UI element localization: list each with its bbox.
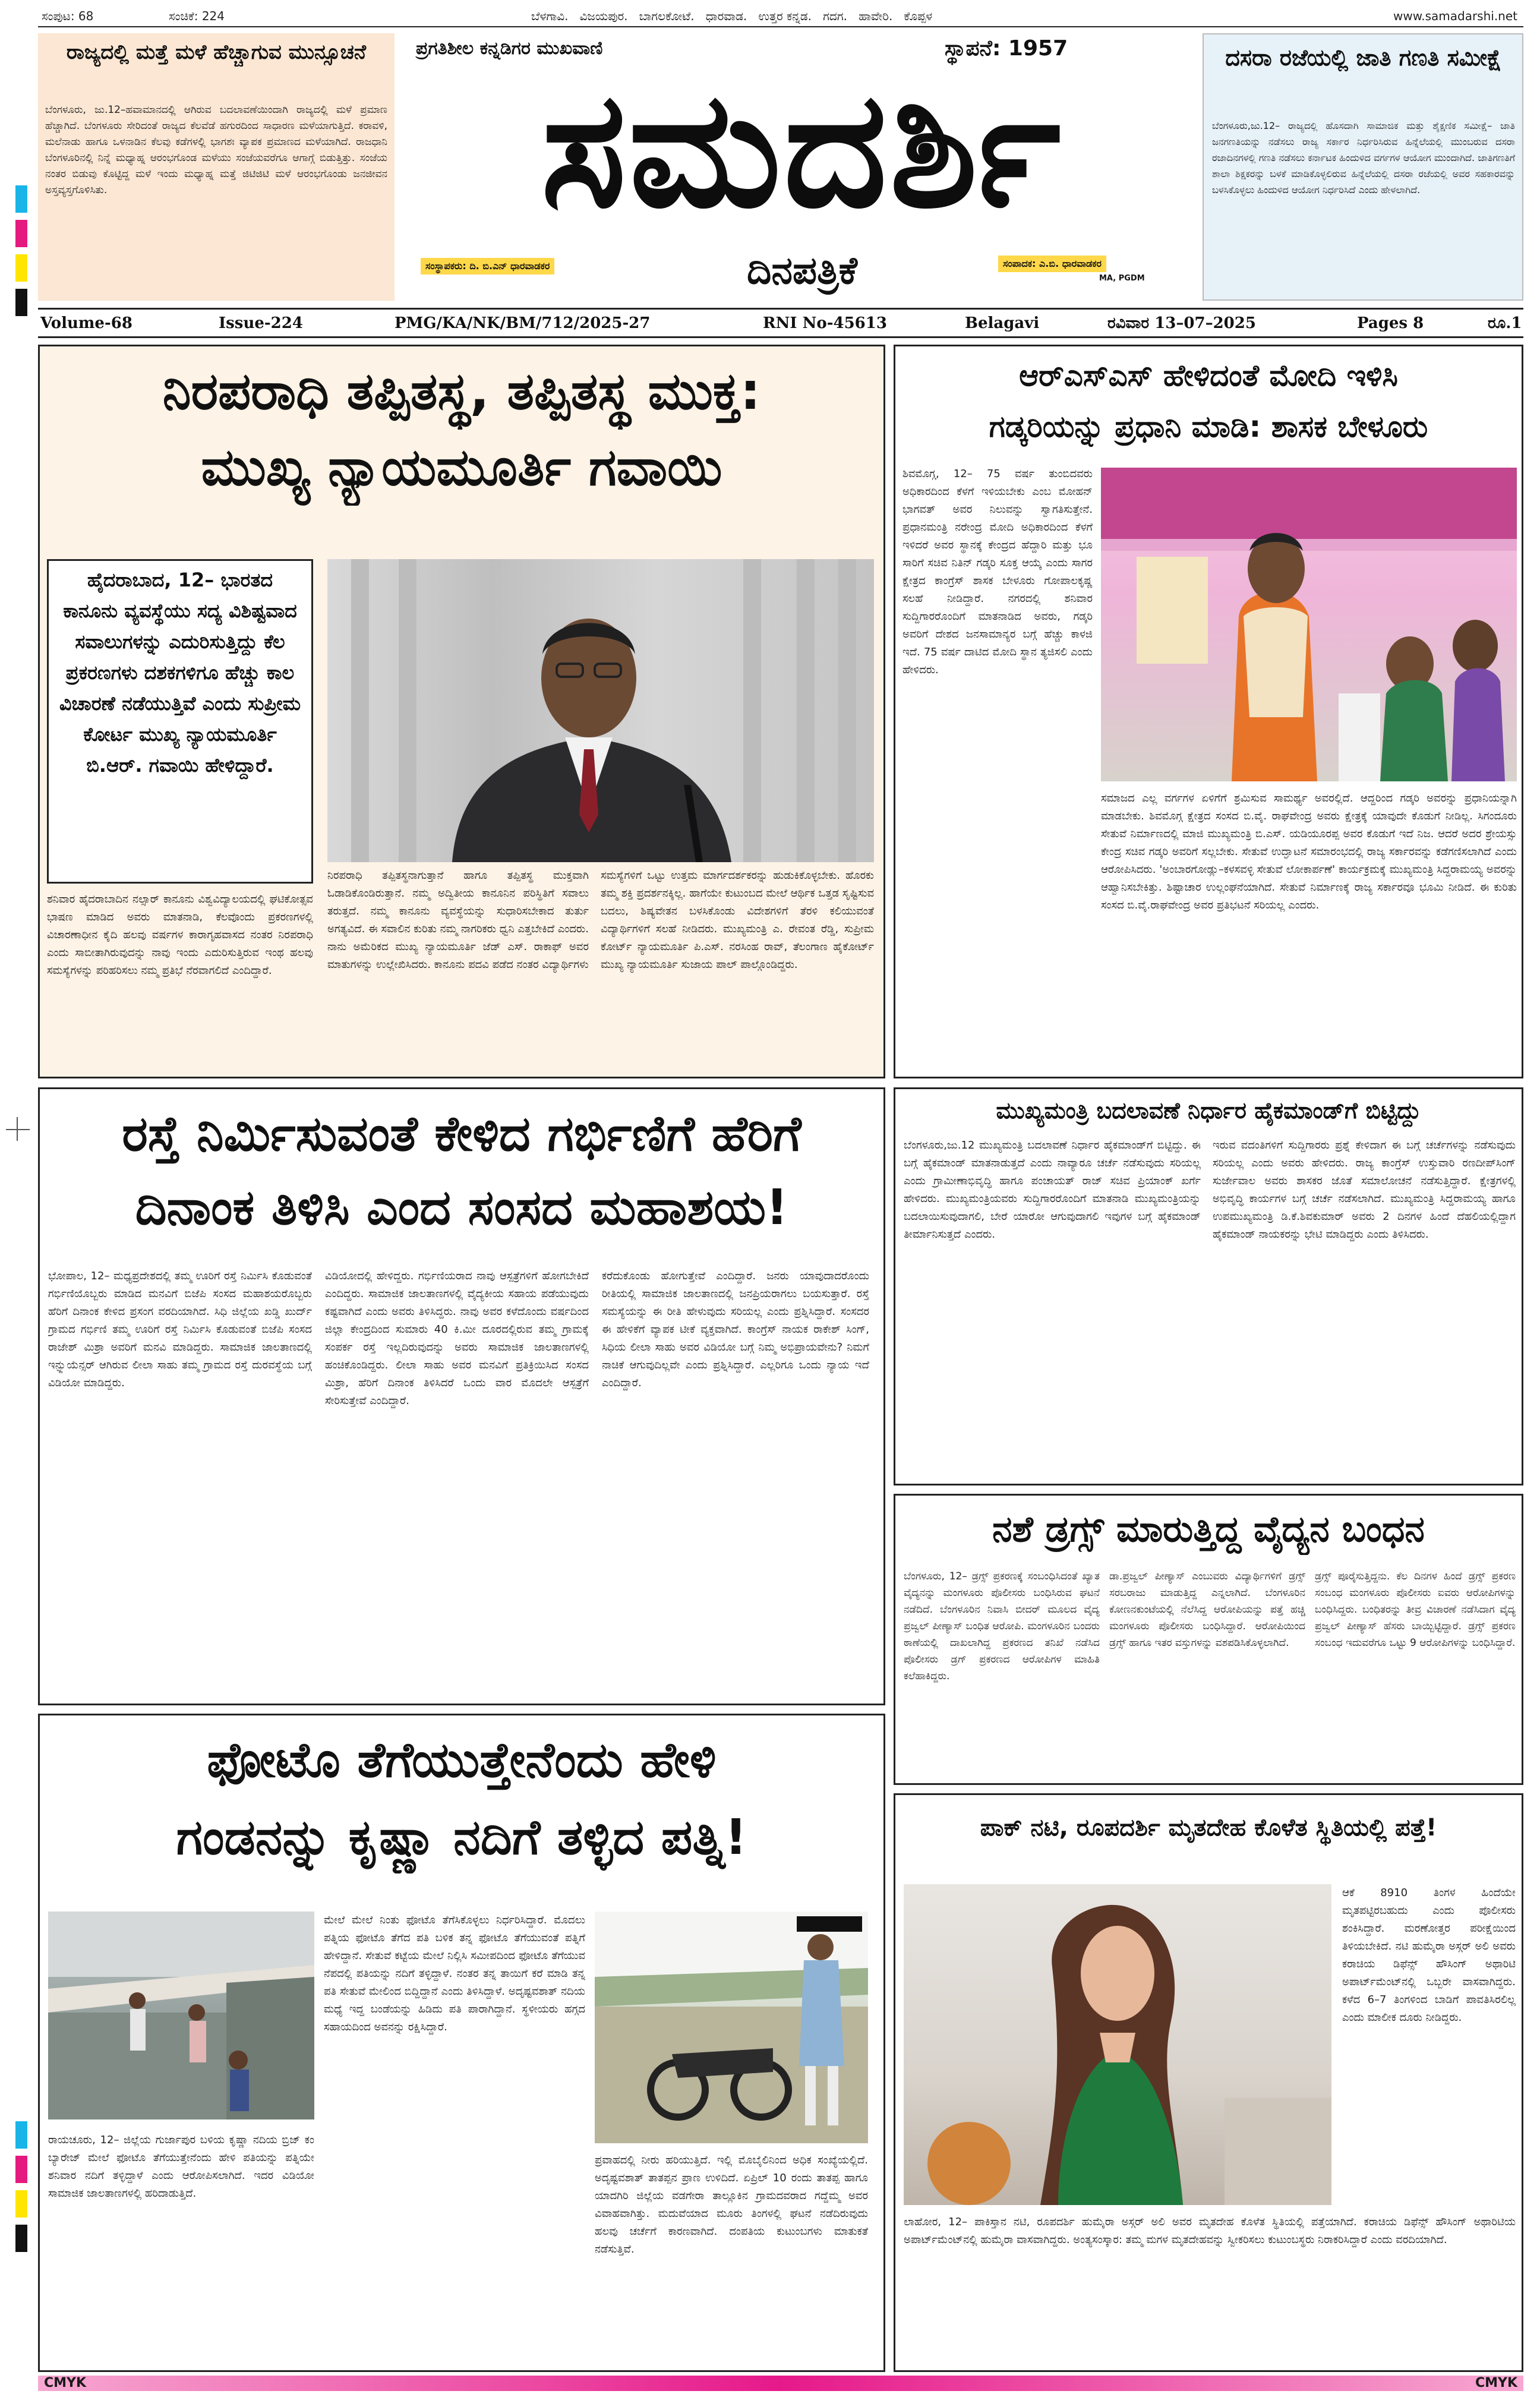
story-krishna-river [38, 1714, 885, 2372]
couple-bike-illustration [595, 1912, 868, 2143]
right-ear-box [1203, 33, 1523, 301]
story-cm-change [894, 1087, 1523, 1485]
color-bar-black-bottom [15, 2225, 27, 2252]
story-cji-body-left: ಶನಿವಾರ ಹೈದರಾಬಾದಿನ ನಲ್ಸಾರ್ ಕಾನೂನು ವಿಶ್ವವಿದ್ಯಾಲಯದಲ್ಲಿ ಘಟಿಕೋತ್ಸವ ಭಾಷಣ ಮಾಡಿದ ಅವರು ಮಾತನಾಡಿ, ಕೆಲವೊಂದು ಪ್ರಕರಣಗಳಲ್ಲಿ ವಿಚಾರಣಾಧೀನ ಕೈದಿ ಹಲವು ವರ್ಷಗಳ ಕಾರಾಗೃಹವಾಸದ ನಂತರ ನಿರಪರಾಧಿ ಎಂದು ಸಾಬೀತಾಗಿರುವುದನ್ನು ನಾವು ಇಂದು ಎದುರಿಸುತ್ತಿರುವ ಇಂಥ ಹಲವು ಸಮಸ್ಯೆಗಳನ್ನು ಪರಿಹರಿಸಲು ನಮ್ಮ ಪ್ರತಿಭೆ ನೆರವಾಗಲಿದೆ ಎಂದಿದ್ದಾರೆ. [47, 893, 313, 977]
event-stage-illustration [1101, 468, 1517, 781]
story-gadkari [894, 345, 1523, 1078]
left-ear-body: ಬೆಂಗಳೂರು, ಜು.12–ಹವಾಮಾನದಲ್ಲಿ ಆಗಿರುವ ಬದಲಾವಣೆಯಿಂದಾಗಿ ರಾಜ್ಯದಲ್ಲಿ ಮಳೆ ಪ್ರಮಾಣ ಹೆಚ್ಚಾಗಿದೆ. ಬೆಂಗಳೂರು ಸೇರಿದಂತೆ ರಾಜ್ಯದ ಕೆಲವೆಡೆ ಹಗುರದಿಂದ ಸಾಧಾರಣ ಮಳೆಯಾಗುತ್ತಿದೆ. ಕರಾವಳಿ, ಮಲೆನಾಡು ಹಾಗೂ ಒಳನಾಡಿನ ಕೆಲವು ಕಡೆಗಳಲ್ಲಿ ಭಾಗಶಃ ವ್ಯಾಪಕ ಪ್ರಮಾಣದ ಮಳೆಯಾಗಿದೆ. ರಾಜಧಾನಿ ಬೆಂಗಳೂರಿನಲ್ಲಿ ನಿನ್ನೆ ಮಧ್ಯಾಹ್ನ ಆರಂಭಗೊಂಡ ಮಳೆಯು ಸಂಜೆಯವರೆಗೂ ಆಗಾಗ್ಗೆ ಬಿಡುತ್ತಿತ್ತು. ಸಂಜೆಯ ನಂತರ ಬಿಡುವು ಕೊಟ್ಟಿದ್ದ ಮಳೆ ಇಂದು ಮಧ್ಯಾಹ್ನ ಮತ್ತೆ ಜಿಟಿಜಿಟಿ ಮಳೆ ಆರಂಭಗೊಂಡು ಜನಜೀವನ ಅಸ್ತವ್ಯಸ್ತಗೊಳಿಸಿತು. [45, 104, 387, 196]
story-cm-col-1: ಬೆಂಗಳೂರು,ಜು.12 ಮುಖ್ಯಮಂತ್ರಿ ಬದಲಾವಣೆ ನಿರ್ಧಾರ ಹೈಕಮಾಂಡ್‌ಗೆ ಬಿಟ್ಟಿದ್ದು. ಈ ಬಗ್ಗೆ ಹೈಕಮಾಂಡ್ ಮಾತನಾಡುತ್ತದೆ ಎಂದು ನಾವ್ಯಾರೂ ಚರ್ಚೆ ನಡೆಸುವುದು ಸರಿಯಲ್ಲ ಎಂದು ಗ್ರಾಮೀಣಾಭಿವೃದ್ಧಿ ಹಾಗೂ ಪಂಚಾಯತ್ ರಾಜ್ ಸಚಿವ ಪ್ರಿಯಾಂಕ್ ಖರ್ಗೆ ಹೇಳಿದರು. ಮುಖ್ಯಮಂತ್ರಿಯವರು ಸುದ್ದಿಗಾರರೊಂದಿಗೆ ಮಾತನಾಡಿ ಮುಖ್ಯಮಂತ್ರಿಯನ್ನು ಬದಲಾಯಿಸುವುದಾಗಲಿ, ಬೇರೆ ಯಾರೋ ಆಗುವುದಾಗಲಿ ಇವುಗಳ ಬಗ್ಗೆ ಹೈಕಮಾಂಡ್ ತೀರ್ಮಾನಿಸುತ್ತದೆ ಎಂದರು. [904, 1139, 1201, 1241]
story-gadkari-body-left: ಶಿವಮೊಗ್ಗ, 12– 75 ವರ್ಷ ತುಂಬಿದವರು ಅಧಿಕಾರದಿಂದ ಕೆಳಗೆ ಇಳಿಯಬೇಕು ಎಂಬ ಮೋಹನ್ ಭಾಗವತ್ ಅವರ ನಿಲುವನ್ನು ಸ್ವಾಗತಿಸುತ್ತೇನೆ. ಪ್ರಧಾನಮಂತ್ರಿ ನರೇಂದ್ರ ಮೋದಿ ಅಧಿಕಾರದಿಂದ ಕೆಳಗೆ ಇಳಿದರೆ ಅವರ ಸ್ಥಾನಕ್ಕೆ ಕೇಂದ್ರದ ಹೆದ್ದಾರಿ ಮತ್ತು ಭೂ ಸಾರಿಗೆ ಸಚಿವ ನಿತಿನ್ ಗಡ್ಕರಿ ಸೂಕ್ತ ಆಯ್ಕೆ ಎಂದು ಸಾಗರ ಕ್ಷೇತ್ರದ ಕಾಂಗ್ರೆಸ್ ಶಾಸಕ ಬೇಳೂರು ಗೋಪಾಲಕೃಷ್ಣ ಸಲಹೆ ನೀಡಿದ್ದಾರೆ. ನಗರದಲ್ಲಿ ಶನಿವಾರ ಸುದ್ದಿಗಾರರೊಂದಿಗೆ ಮಾತನಾಡಿದ ಅವರು, ಗಡ್ಕರಿ ಅವರಿಗೆ ದೇಶದ ಜನಸಾಮಾನ್ಯರ ಬಗ್ಗೆ ಹೆಚ್ಚು ಕಾಳಜಿ ಇದೆ. 75 ವರ್ಷ ದಾಟಿದ ಮೋದಿ ಸ್ಥಾನ ತ್ಯಜಿಸಲಿ ಎಂದು ಹೇಳಿದರು. [902, 468, 1093, 676]
story-mp-headline-1: ರಸ್ತೆ ನಿರ್ಮಿಸುವಂತೆ ಕೇಳಿದ ಗರ್ಭಿಣಿಗೆ ಹೆರಿಗೆ [122, 1106, 801, 1162]
story-mp-headline-2: ದಿನಾಂಕ ತಿಳಿಸಿ ಎಂದ ಸಂಸದ ಮಹಾಶಯ! [135, 1179, 788, 1236]
editor-label: ಸಂಪಾದಕ: ಎ.ಬಿ. ಧಾರವಾಡಕರ [998, 256, 1106, 272]
infobar-bottom-rule [38, 336, 1523, 338]
couple-bike-photo [595, 1912, 868, 2143]
story-gadkari-body-full: ಸಮಾಜದ ಎಲ್ಲ ವರ್ಗಗಳ ಏಳಿಗೆಗೆ ಶ್ರಮಿಸುವ ಸಾಮರ್ಥ್ಯ ಅವರಲ್ಲಿದೆ. ಆದ್ದರಿಂದ ಗಡ್ಕರಿ ಅವರನ್ನು ಪ್ರಧಾನಿಯನ್ನಾಗಿ ಮಾಡಬೇಕು. ಶಿವಮೊಗ್ಗ ಕ್ಷೇತ್ರದ ಸಂಸದ ಬಿ.ವೈ. ರಾಘವೇಂದ್ರ ಅವರು ಕ್ಷೇತ್ರಕ್ಕೆ ಯಾವುದೇ ಕೊಡುಗೆ ನೀಡಿಲ್ಲ. ಸಿಗಂದೂರು ಸೇತುವೆ ನಿರ್ಮಾಣದಲ್ಲಿ ಮಾಜಿ ಮುಖ್ಯಮಂತ್ರಿ ಬಿ.ಎಸ್. ಯಡಿಯೂರಪ್ಪ ಅವರ ಕೊಡುಗೆ ಇದೆ ನಿಜ. ಆದರೆ ಅದರ ಶ್ರೇಯಸ್ಸು ಕೇಂದ್ರ ಸಚಿವ ಗಡ್ಕರಿ ಅವರಿಗೆ ಸಲ್ಲಬೇಕು. ಸೇತುವೆ ಉದ್ಘಾಟನೆ ಸಮಾರಂಭದಲ್ಲಿ ರಾಜ್ಯ ಸರ್ಕಾರವನ್ನು ಕಡೆಗಣಿಸಲಾಗಿದೆ ಎಂದು ಆರೋಪಿಸಿದರು. 'ಅಂಬಾರಗೋಡ್ಲು–ಕಳಸವಳ್ಳಿ ಸೇತುವೆ ಲೋಕಾರ್ಪಣೆ' ಕಾರ್ಯಕ್ರಮಕ್ಕೆ ಮುಖ್ಯಮಂತ್ರಿ ಸಿದ್ದರಾಮಯ್ಯ ಅವರನ್ನು ಆಹ್ವಾನಿಸಬೇಕಿತ್ತು. ಶಿಷ್ಟಾಚಾರ ಉಲ್ಲಂಘನೆಯಾಗಿದೆ. ಸೇತುವೆ ನಿರ್ಮಾಣಕ್ಕೆ ರಾಜ್ಯ ಸರ್ಕಾರವೂ ಭೂಮಿ ನೀಡಿದೆ. ಈ ಕುರಿತು ಸಂಸದ ಬಿ.ವೈ.ರಾಘವೇಂದ್ರ ಅವರ ಪ್ರತಿಭಟನೆ ಸರಿಯಲ್ಲ ಎಂದರು. [1101, 792, 1517, 911]
paper-subtitle: ದಿನಪತ್ರಿಕೆ [747, 249, 857, 293]
info-bar [38, 310, 1523, 336]
story-river-headline-1: ಫೋಟೊ ತೆಗೆಯುತ್ತೇನೆಂದು ಹೇಳಿ [207, 1732, 717, 1789]
issue-number: Issue-224 [219, 314, 303, 332]
website-link[interactable]: www.samadarshi.net [1393, 9, 1517, 23]
story-cji-headline-1: ನಿರಪರಾಧಿ ತಪ್ಪಿತಸ್ಥ, ತಪ್ಪಿತಸ್ಥ ಮುಕ್ತ: [162, 362, 761, 421]
infobar-top-rule [38, 308, 1523, 310]
top-strip [38, 6, 1523, 26]
masthead-tagline: ಪ್ರಗತಿಶೀಲ ಕನ್ನಡಿಗರ ಮುಖವಾಣಿ [416, 38, 603, 59]
top-rule [38, 26, 1523, 27]
story-cji-headline-2: ಮುಖ್ಯ ನ್ಯಾಯಮೂರ್ತಿ ಗವಾಯಿ [201, 438, 722, 497]
story-cji-body-mid: ನಿರಪರಾಧಿ ತಪ್ಪಿತಸ್ಥನಾಗುತ್ತಾನೆ ಹಾಗೂ ತಪ್ಪಿತಸ್ಥ ಮುಕ್ತವಾಗಿ ಓಡಾಡಿಕೊಂಡಿರುತ್ತಾನೆ. ನಮ್ಮ ಅದ್ವಿತೀಯ ಕಾನೂನಿನ ಪರಿಸ್ಥಿತಿಗೆ ಸವಾಲು ತರುತ್ತದೆ. ನಮ್ಮ ಕಾನೂನು ವ್ಯವಸ್ಥೆಯನ್ನು ಸುಧಾರಿಸಬೇಕಾದ ತುರ್ತು ಅಗತ್ಯವಿದೆ. ಈ ಸವಾಲಿನ ಕುರಿತು ನಮ್ಮ ನಾಗರಿಕರು ಧ್ವನಿ ಎತ್ತಬೇಕಿದೆ ಎಂದರು. ನಾನು ಅಮೆರಿಕದ ಮುಖ್ಯ ನ್ಯಾಯಮೂರ್ತಿ ಜೆಡ್ ಎಸ್. ರಾಕಾಫ್ ಅವರ ಮಾತುಗಳನ್ನು ಉಲ್ಲೇಖಿಸಿದರು. ಕಾನೂನು ಪದವಿ ಪಡೆದ ನಂತರ ವಿದ್ಯಾರ್ಥಿಗಳು [327, 869, 589, 971]
color-bar-black-top [15, 289, 27, 316]
story-actress-body: ಲಾಹೋರ, 12– ಪಾಕಿಸ್ತಾನ ನಟಿ, ರೂಪದರ್ಶಿ ಹುಮೈರಾ ಅಸ್ಗರ್ ಅಲಿ ಅವರ ಮೃತದೇಹ ಕೊಳೆತ ಸ್ಥಿತಿಯಲ್ಲಿ ಪತ್ತೆಯಾಗಿದೆ. ಕರಾಚಿಯ ಡಿಫೆನ್ಸ್ ಹೌಸಿಂಗ್ ಅಥಾರಿಟಿಯ ಅಪಾರ್ಟ್‌ಮೆಂಟ್‌ನಲ್ಲಿ ಹುಮೈರಾ ವಾಸವಾಗಿದ್ದರು. ಅಂತ್ಯಸಂಸ್ಕಾರ: ತಮ್ಮ ಮಗಳ ಮೃತದೇಹವನ್ನು ಸ್ವೀಕರಿಸಲು ಕುಟುಂಬಸ್ಥರು ನಿರಾಕರಿಸಿದ್ದಾರೆ ಎಂದು ವರದಿಯಾಗಿದೆ. [904, 2216, 1516, 2246]
date-label: ರವಿವಾರ 13–07–2025 [1107, 314, 1256, 332]
city-label: Belagavi [965, 314, 1040, 332]
story-drug-col-1: ಬೆಂಗಳೂರು, 12– ಡ್ರಗ್ಸ್ ಪ್ರಕರಣಕ್ಕೆ ಸಂಬಂಧಿಸಿದಂತೆ ಖ್ಯಾತ ವೈದ್ಯನನ್ನು ಮಂಗಳೂರು ಪೊಲೀಸರು ಬಂಧಿಸಿರುವ ಘಟನೆ ನಡೆದಿದೆ. ಬೆಂಗಳೂರಿನ ನಿವಾಸಿ ಬೀದರ್ ಮೂಲದ ವೈದ್ಯ ಪ್ರಜ್ವಲ್ ಪೀಣ್ಯಾಸ್ ಬಂಧಿತ ಆರೋಪಿ. ಮಂಗಳೂರಿನ ಬಂದರು ಠಾಣೆಯಲ್ಲಿ ದಾಖಲಾಗಿದ್ದ ಪ್ರಕರಣದ ತನಿಖೆ ನಡೆಸಿದ ಪೊಲೀಸರು ಡ್ರಗ್ ಪ್ರಕರಣದ ಆರೋಪಿಗಳ ಮಾಹಿತಿ ಕಲೆಹಾಕಿದ್ದರು. [904, 1570, 1100, 1682]
justice-gavai-illustration [327, 559, 874, 862]
footer-strip [38, 2376, 1523, 2391]
established-year: ಸ್ಥಾಪನೆ: 1957 [945, 36, 1068, 61]
story-cji-gavai [38, 345, 885, 1078]
registration-number: PMG/KA/NK/BM/712/2025-27 [395, 314, 651, 332]
story-mp-road [38, 1087, 885, 1705]
right-ear-headline: ದಸರಾ ರಜೆಯಲ್ಲಿ ಜಾತಿ ಗಣತಿ ಸಮೀಕ್ಷೆ [1225, 45, 1502, 71]
volume-label: ಸಂಪುಟ: 68 [42, 9, 94, 23]
cmyk-label-left: CMYK [44, 2376, 87, 2390]
actress-illustration [904, 1884, 1331, 2205]
story-mp-col-3: ಕರೆದುಕೊಂಡು ಹೋಗುತ್ತೇವೆ ಎಂದಿದ್ದಾರೆ. ಜನರು ಯಾವುದಾದರೊಂದು ರೀತಿಯಲ್ಲಿ ಸಾಮಾಜಿಕ ಜಾಲತಾಣದಲ್ಲಿ ಜನಪ್ರಿಯರಾಗಲು ಬಯಸುತ್ತಾರೆ. ರಸ್ತೆ ಸಮಸ್ಯೆಯನ್ನು ಈ ರೀತಿ ಹೇಳುವುದು ಸರಿಯಲ್ಲ ಎಂದು ಪ್ರಶ್ನಿಸಿದ್ದಾರೆ. ಸಂಸದರ ಈ ಹೇಳಿಕೆಗೆ ವ್ಯಾಪಕ ಟೀಕೆ ವ್ಯಕ್ತವಾಗಿದೆ. ಕಾಂಗ್ರೆಸ್ ನಾಯಕ ರಾಕೇಶ್ ಸಿಂಗ್, ಸಿಧಿಯ ಲೀಲಾ ಸಾಹು ಅವರ ವಿಡಿಯೋ ಬಗ್ಗೆ ನಿಮ್ಮ ಅಭಿಪ್ರಾಯವೇನು? ನಿಮಗೆ ನಾಚಿಕೆ ಆಗುವುದಿಲ್ಲವೇ ಎಂದು ಪ್ರಶ್ನಿಸಿದ್ದಾರೆ. ಎಲ್ಲರಿಗೂ ಒಂದು ನ್ಯಾಯ ಇದೆ ಎಂದಿದ್ದಾರೆ. [602, 1270, 869, 1389]
story-actress-headline: ಪಾಕ್ ನಟಿ, ರೂಪದರ್ಶಿ ಮೃತದೇಹ ಕೊಳೆತ ಸ್ಥಿತಿಯಲ್ಲಿ ಪತ್ತೆ! [980, 1814, 1437, 1841]
crop-mark-vertical [17, 1117, 18, 1141]
story-gadkari-headline-1: ಆರ್‌ಎಸ್‌ಎಸ್ ಹೇಳಿದಂತೆ ಮೋದಿ ಇಳಿಸಿ [1019, 358, 1398, 393]
volume-number: Volume-68 [40, 314, 132, 332]
story-river-headline-2: ಗಂಡನನ್ನು ಕೃಷ್ಣಾ ನದಿಗೆ ತಳ್ಳಿದ ಪತ್ನಿ! [176, 1809, 747, 1866]
color-bar-cyan-bottom [15, 2121, 27, 2149]
founder-label: ಸಂಸ್ಥಾಪಕರು: ದಿ. ಬಿ.ಎನ್ ಧಾರವಾಡಕರ [421, 258, 554, 275]
story-cji-lead-box [47, 559, 313, 884]
bridge-push-photo [48, 1912, 314, 2119]
story-mp-col-1: ಭೋಪಾಲ, 12– ಮಧ್ಯಪ್ರದೇಶದಲ್ಲಿ ತಮ್ಮ ಊರಿಗೆ ರಸ್ತೆ ನಿರ್ಮಿಸಿ ಕೊಡುವಂತೆ ಗರ್ಭಿಣಿಯೊಬ್ಬರು ಮಾಡಿದ ಮನವಿಗೆ ಬಿಜೆಪಿ ಸಂಸದ ಮಹಾಶಯರೊಬ್ಬರು ಹೆರಿಗೆ ದಿನಾಂಕ ಕೇಳಿದ ಪ್ರಸಂಗ ವರದಿಯಾಗಿದೆ. ಸಿಧಿ ಜಿಲ್ಲೆಯ ಖಡ್ಡಿ ಖುರ್ದ್ ಗ್ರಾಮದ ಗರ್ಭಿಣಿ ತಮ್ಮ ಊರಿಗೆ ರಸ್ತೆ ನಿರ್ಮಿಸಿ ಕೊಡುವಂತೆ ಬಿಜೆಪಿ ಸಂಸದ ರಾಜೇಶ್ ಮಿಶ್ರಾ ಅವರಿಗೆ ಮನವಿ ಮಾಡಿದ್ದರು. ಸಾಮಾಜಿಕ ಜಾಲತಾಣದಲ್ಲಿ ಇನ್ಫ್ಲುಯೆನ್ಸರ್ ಆಗಿರುವ ಲೀಲಾ ಸಾಹು ತಮ್ಮ ಗ್ರಾಮದ ರಸ್ತೆ ದುರವಸ್ಥೆಯ ಬಗ್ಗೆ ವಿಡಿಯೋ ಮಾಡಿದ್ದರು. [48, 1270, 312, 1389]
story-river-col-right: ಪ್ರವಾಹದಲ್ಲಿ ನೀರು ಹರಿಯುತ್ತಿದೆ. ಇಲ್ಲಿ ಮೊಬೈಲಿನಿಂದ ಅಧಿಕ ಸಂಖ್ಯೆಯಲ್ಲಿದೆ. ಅದೃಷ್ಟವಶಾತ್ ತಾತಪ್ಪನ ಪ್ರಾಣ ಉಳಿದಿದೆ. ಏಪ್ರಿಲ್ 10 ರಂದು ತಾತಪ್ಪ ಹಾಗೂ ಯಾದಗಿರಿ ಜಿಲ್ಲೆಯ ವಡಗೇರಾ ತಾಲ್ಲೂಕಿನ ಗ್ರಾಮದವರಾದ ಗದ್ದೆಮ್ಮ ಅವರ ವಿವಾಹವಾಗಿತ್ತು. ಮದುವೆಯಾದ ಮೂರು ತಿಂಗಳಲ್ಲಿ ಘಟನೆ ನಡೆದಿರುವುದು ಹಲವು ಚರ್ಚೆಗೆ ಕಾರಣವಾಗಿದೆ. ದಂಪತಿಯ ಕುಟುಂಬಗಳು ಮಾತುಕತೆ ನಡೆಸುತ್ತಿವೆ. [595, 2154, 868, 2256]
story-cm-headline: ಮುಖ್ಯಮಂತ್ರಿ ಬದಲಾವಣೆ ನಿರ್ಧಾರ ಹೈಕಮಾಂಡ್‌ಗೆ ಬಿಟ್ಟಿದ್ದು [996, 1097, 1421, 1124]
color-bar-yellow-top [15, 254, 27, 282]
story-mp-col-2: ವಿಡಿಯೋದಲ್ಲಿ ಹೇಳಿದ್ದರು. ಗರ್ಭಿಣಿಯರಾದ ನಾವು ಆಸ್ಪತ್ರೆಗಳಿಗೆ ಹೋಗಬೇಕಿದೆ ಎಂದಿದ್ದರು. ಸಾಮಾಜಿಕ ಜಾಲತಾಣಗಳಲ್ಲಿ ವೈದ್ಯಕೀಯ ಸಹಾಯ ಪಡೆಯುವುದು ಕಷ್ಟವಾಗಿದೆ ಎಂದು ಅವರು ತಿಳಿಸಿದ್ದರು. ನಾವು ಅವರ ಕಳೆದೊಂದು ವರ್ಷದಿಂದ ಜಿಲ್ಲಾ ಕೇಂದ್ರದಿಂದ ಸುಮಾರು 40 ಕಿ.ಮೀ ದೂರದಲ್ಲಿರುವ ತಮ್ಮ ಗ್ರಾಮಕ್ಕೆ ಸಂಪರ್ಕ ರಸ್ತೆ ಇಲ್ಲದಿರುವುದನ್ನು ಅವರು ಸಾಮಾಜಿಕ ಜಾಲತಾಣಗಳಲ್ಲಿ ಹಂಚಿಕೊಂಡಿದ್ದರು. ಲೀಲಾ ಸಾಹು ಅವರ ಮನವಿಗೆ ಪ್ರತಿಕ್ರಿಯಿಸಿದ ಸಂಸದ ಮಿಶ್ರಾ, ಹೆರಿಗೆ ದಿನಾಂಕ ತಿಳಿಸಿದರೆ ಒಂದು ವಾರ ಮೊದಲೇ ಆಸ್ಪತ್ರೆಗೆ ಸೇರಿಸುತ್ತೇವೆ ಎಂದಿದ್ದಾರೆ. [325, 1270, 589, 1407]
paper-title: ಸಮದರ್ಶಿ [541, 56, 1064, 243]
left-ear-headline: ರಾಜ್ಯದಲ್ಲಿ ಮತ್ತೆ ಮಳೆ ಹೆಚ್ಚಾಗುವ ಮುನ್ಸೂಚನೆ [66, 40, 367, 64]
story-drug-col-2: ಡಾ.ಪ್ರಜ್ವಲ್ ಪೀಣ್ಯಾಸ್ ಎಂಬುವರು ವಿದ್ಯಾರ್ಥಿಗಳಿಗೆ ಡ್ರಗ್ಸ್ ಸರಬರಾಜು ಮಾಡುತ್ತಿದ್ದ ಎನ್ನಲಾಗಿದೆ. ಬೆಂಗಳೂರಿನ ಕೋಣನಕುಂಟೆಯಲ್ಲಿ ನೆಲೆಸಿದ್ದ ಆರೋಪಿಯನ್ನು ಪತ್ತೆ ಹಚ್ಚಿ ಮಂಗಳೂರು ಪೊಲೀಸರು ಬಂಧಿಸಿದ್ದಾರೆ. ಆರೋಪಿಯಿಂದ ಡ್ರಗ್ಸ್ ಹಾಗೂ ಇತರ ವಸ್ತುಗಳನ್ನು ವಶಪಡಿಸಿಕೊಳ್ಳಲಾಗಿದೆ. [1109, 1570, 1305, 1649]
color-bar-yellow-bottom [15, 2190, 27, 2218]
editor-degree: MA, PGDM [1099, 274, 1145, 283]
story-drug-col-3: ಡ್ರಗ್ಸ್ ಪೂರೈಸುತ್ತಿದ್ದನು. ಕೆಲ ದಿನಗಳ ಹಿಂದೆ ಡ್ರಗ್ಸ್ ಪ್ರಕರಣ ಸಂಬಂಧ ಮಂಗಳೂರು ಪೊಲೀಸರು ಐವರು ಆರೋಪಿಗಳನ್ನು ಬಂಧಿಸಿದ್ದರು. ಬಂಧಿತರನ್ನು ತೀವ್ರ ವಿಚಾರಣೆ ನಡೆಸಿದಾಗ ವೈದ್ಯ ಪ್ರಜ್ವಲ್ ಪೀಣ್ಯಾಸ್ ಹೆಸರು ಬಾಯ್ಬಿಟ್ಟಿದ್ದಾರೆ. ಡ್ರಗ್ಸ್ ಪ್ರಕರಣ ಸಂಬಂಧ ಇದುವರೆಗೂ ಒಟ್ಟು 9 ಆರೋಪಿಗಳನ್ನು ಬಂಧಿಸಿದ್ದಾರೆ. [1315, 1570, 1516, 1649]
color-bar-magenta-top [15, 220, 27, 247]
gopalakrishna-photo [1101, 468, 1517, 781]
story-cji-lead: ಹೈದರಾಬಾದ, 12– ಭಾರತದ ಕಾನೂನು ವ್ಯವಸ್ಥೆಯು ಸದ್ಯ ವಿಶಿಷ್ಟವಾದ ಸವಾಲುಗಳನ್ನು ಎದುರಿಸುತ್ತಿದ್ದು ಕೆಲ ಪ್ರಕರಣಗಳು ದಶಕಗಳಿಗೂ ಹೆಚ್ಚು ಕಾಲ ವಿಚಾರಣೆ ನಡೆಯುತ್ತಿವೆ ಎಂದು ಸುಪ್ರೀಮ ಕೋರ್ಟ ಮುಖ್ಯ ನ್ಯಾಯಮೂರ್ತಿ ಬಿ.ಆರ್. ಗವಾಯಿ ಹೇಳಿದ್ದಾರೆ. [59, 569, 301, 777]
story-drug-headline: ನಶೆ ಡ್ರಗ್ಸ್ ಮಾರುತ್ತಿದ್ದ ವೈದ್ಯನ ಬಂಧನ [992, 1509, 1425, 1550]
actress-photo [904, 1884, 1331, 2205]
district-list: ಬೆಳಗಾವಿ. ವಿಜಯಪುರ. ಬಾಗಲಕೋಟೆ. ಧಾರವಾಡ. ಉತ್ತರ ಕನ್ನಡ. ಗದಗ. ಹಾವೇರಿ. ಕೊಪ್ಪಳ [531, 9, 933, 23]
story-cji-body-right: ಸಮಸ್ಯೆಗಳಿಗೆ ಒಟ್ಟು ಉತ್ತಮ ಮಾರ್ಗದರ್ಶಕರನ್ನು ಹುಡುಕಿಕೊಳ್ಳಬೇಕು. ಹೊರಕು ತಮ್ಮ ಶಕ್ತಿ ಪ್ರದರ್ಶನಕ್ಕಿಲ್ಲ. ಹಾಗೆಯೇ ಕುಟುಂಬದ ಮೇಲೆ ಆರ್ಥಿಕ ಒತ್ತಡ ಸೃಷ್ಟಿಸುವ ಬದಲು, ಶಿಷ್ಯವೇತನ ಬಳಸಿಕೊಂಡು ವಿದೇಶಗಳಿಗೆ ತೆರಳಿ ಕಲಿಯುವಂತೆ ವಿದ್ಯಾರ್ಥಿಗಳಿಗೆ ಸಲಹೆ ನೀಡಿದರು. ಮುಖ್ಯಮಂತ್ರಿ ಎ. ರೇವಂತ ರೆಡ್ಡಿ, ಸುಪ್ರೀಮ ಕೋರ್ಟ್ ನ್ಯಾಯಮೂರ್ತಿ ಪಿ.ಎಸ್. ನರಸಿಂಹ ರಾವ್, ತೆಲಂಗಾಣ ಹೈಕೋರ್ಟ್ ಮುಖ್ಯ ನ್ಯಾಯಮೂರ್ತಿ ಸುಜಾಯ ಪಾಲ್ ಪಾಲ್ಗೊಂಡಿದ್ದರು. [601, 869, 874, 971]
story-river-col-left: ರಾಯಚೂರು, 12– ಜಿಲ್ಲೆಯ ಗುರ್ಜಾಪುರ ಬಳಿಯ ಕೃಷ್ಣಾ ನದಿಯ ಬ್ರಿಜ್ ಕಂ ಬ್ಯಾರೇಜ್ ಮೇಲೆ ಫೋಟೊ ತೆಗೆಯುತ್ತೇನೆಂದು ಹೇಳಿ ಪತಿಯನ್ನು ಪತ್ನಿಯೇ ಶನಿವಾರ ನದಿಗೆ ತಳ್ಳಿದ್ದಾಳೆ ಎಂದು ಆರೋಪಿಸಲಾಗಿದೆ. ಇದರ ವಿಡಿಯೋ ಸಾಮಾಜಿಕ ಜಾಲತಾಣಗಳಲ್ಲಿ ಹರಿದಾಡುತ್ತಿದೆ. [48, 2134, 314, 2200]
story-drug-doctor [894, 1494, 1523, 1785]
pages-count: Pages 8 [1357, 314, 1424, 332]
justice-gavai-photo [327, 559, 874, 862]
issue-label: ಸಂಚಿಕೆ: 224 [169, 9, 225, 23]
masthead [404, 33, 1200, 301]
left-ear-box [38, 33, 395, 301]
rni-number: RNI No-45613 [763, 314, 887, 332]
cmyk-label-right: CMYK [1475, 2376, 1517, 2390]
story-river-col-mid: ಮೇಲೆ ಮೇಲೆ ನಿಂತು ಫೋಟೊ ತೆಗೆಸಿಕೊಳ್ಳಲು ನಿರ್ಧರಿಸಿದ್ದಾರೆ. ಮೊದಲು ಪತ್ನಿಯ ಫೋಟೊ ತೆಗೆದ ಪತಿ ಬಳಿಕ ತನ್ನ ಫೋಟೊ ತೆಗೆಯುವಂತೆ ಪತ್ನಿಗೆ ಹೇಳಿದ್ದಾನೆ. ಸೇತುವೆ ಕಟ್ಟೆಯ ಮೇಲೆ ನಿಲ್ಲಿಸಿ ಸಮೀಪದಿಂದ ಫೋಟೊ ತೆಗೆಯುವ ನೆಪದಲ್ಲಿ ಪತಿಯನ್ನು ನದಿಗೆ ತಳ್ಳಿದ್ದಾಳೆ. ನಂತರ ತನ್ನ ತಾಯಿಗೆ ಕರೆ ಮಾಡಿ ತನ್ನ ಪತಿ ಸೇತುವೆ ಮೇಲಿಂದ ಬಿದ್ದಿದ್ದಾನೆ ಎಂದು ತಿಳಿಸಿದ್ದಾಳೆ. ಅದೃಷ್ಟವಶಾತ್ ನದಿಯ ಮಧ್ಯೆ ಇದ್ದ ಬಂಡೆಯನ್ನು ಹಿಡಿದು ಪತಿ ಪಾರಾಗಿದ್ದಾನೆ. ಸ್ಥಳೀಯರು ಹಗ್ಗದ ಸಹಾಯದಿಂದ ಅವನನ್ನು ರಕ್ಷಿಸಿದ್ದಾರೆ. [324, 1914, 585, 2033]
bridge-scene-illustration [48, 1912, 314, 2119]
story-pak-actress [894, 1793, 1523, 2372]
color-bar-cyan-top [15, 185, 27, 213]
right-ear-body: ಬೆಂಗಳೂರು,ಜು.12– ರಾಜ್ಯದಲ್ಲಿ ಹೊಸದಾಗಿ ಸಾಮಾಜಿಕ ಮತ್ತು ಶೈಕ್ಷಣಿಕ ಸಮೀಕ್ಷೆ– ಜಾತಿ ಜನಗಣತಿಯನ್ನು ನಡೆಸಲು ರಾಜ್ಯ ಸರ್ಕಾರ ನಿರ್ಧರಿಸಿರುವ ಹಿನ್ನೆಲೆಯಲ್ಲಿ ಮುಂಬರುವ ದಸರಾ ರಜಾದಿನಗಳಲ್ಲಿ ಗಣತಿ ನಡೆಸಲು ಕರ್ನಾಟಕ ಹಿಂದುಳಿದ ವರ್ಗಗಳ ಆಯೋಗ ಮುಂದಾಗಿದೆ. ಜಾತಿಗಣತಿಗೆ ಶಾಲಾ ಶಿಕ್ಷಕರನ್ನು ಬಳಕೆ ಮಾಡಿಕೊಳ್ಳಲಿರುವ ಹಿನ್ನೆಲೆಯಲ್ಲಿ ದಸರಾ ರಜೆಯಲ್ಲಿ ಅವರ ಸಹಕಾರವನ್ನು ಬಳಸಿಕೊಳ್ಳಲು ಹಿಂದುಳಿದ ಆಯೋಗ ನಿರ್ಧರಿಸಿದೆ ಎಂದು ಹೇಳಲಾಗಿದೆ. [1212, 120, 1515, 195]
face-redaction-bar [797, 1916, 862, 1932]
story-actress-col-right: ಆಕೆ 8910 ತಿಂಗಳ ಹಿಂದೆಯೇ ಮೃತಪಟ್ಟಿರಬಹುದು ಎಂದು ಪೊಲೀಸರು ಶಂಕಿಸಿದ್ದಾರೆ. ಮರಣೋತ್ತರ ಪರೀಕ್ಷೆಯಿಂದ ತಿಳಿಯಬೇಕಿದೆ. ನಟಿ ಹುಮೈರಾ ಅಸ್ಗರ್ ಅಲಿ ಅವರು ಕರಾಚಿಯ ಡಿಫೆನ್ಸ್ ಹೌಸಿಂಗ್ ಅಥಾರಿಟಿ ಅಪಾರ್ಟ್‌ಮೆಂಟ್‌ನಲ್ಲಿ ಒಬ್ಬರೇ ವಾಸವಾಗಿದ್ದರು. ಕಳೆದ 6–7 ತಿಂಗಳಿಂದ ಬಾಡಿಗೆ ಪಾವತಿಸಿರಲಿಲ್ಲ ಎಂದು ಮಾಲೀಕ ದೂರು ನೀಡಿದ್ದರು. [1342, 1887, 1516, 2024]
price-label: ರೂ.1 [1488, 314, 1522, 332]
story-cm-col-2: ಇರುವ ವದಂತಿಗಳಿಗೆ ಸುದ್ದಿಗಾರರು ಪ್ರಶ್ನೆ ಕೇಳಿದಾಗ ಈ ಬಗ್ಗೆ ಚರ್ಚೆಗಳನ್ನು ನಡೆಸುವುದು ಸರಿಯಲ್ಲ ಎಂದು ಅವರು ಹೇಳಿದರು. ರಾಜ್ಯ ಕಾಂಗ್ರೆಸ್ ಉಸ್ತುವಾರಿ ರಣದೀಪ್‌ಸಿಂಗ್ ಸುರ್ಜೇವಾಲ ಅವರು ಶಾಸಕರ ಜೊತೆ ಸಮಾಲೋಚನೆ ನಡೆಸುತ್ತಿದ್ದಾರೆ. ಕ್ಷೇತ್ರಗಳಲ್ಲಿ ಅಭಿವೃದ್ಧಿ ಕಾರ್ಯಗಳ ಬಗ್ಗೆ ಚರ್ಚೆ ನಡೆಸಲಾಗಿದೆ. ಮುಖ್ಯಮಂತ್ರಿ ಸಿದ್ದರಾಮಯ್ಯ ಹಾಗೂ ಉಪಮುಖ್ಯಮಂತ್ರಿ ಡಿ.ಕೆ.ಶಿವಕುಮಾರ್ ಅವರು 2 ದಿನಗಳ ಹಿಂದೆ ದೆಹಲಿಯಲ್ಲಿದ್ದಾಗ ಹೈಕಮಾಂಡ್ ನಾಯಕರನ್ನು ಭೇಟಿ ಮಾಡಿದ್ದರು ಎಂದು ತಿಳಿಸಿದರು. [1213, 1139, 1516, 1241]
color-bar-magenta-bottom [15, 2156, 27, 2183]
crop-mark [6, 1129, 30, 1130]
story-gadkari-headline-2: ಗಡ್ಕರಿಯನ್ನು ಪ್ರಧಾನಿ ಮಾಡಿ: ಶಾಸಕ ಬೇಳೂರು [989, 409, 1428, 444]
